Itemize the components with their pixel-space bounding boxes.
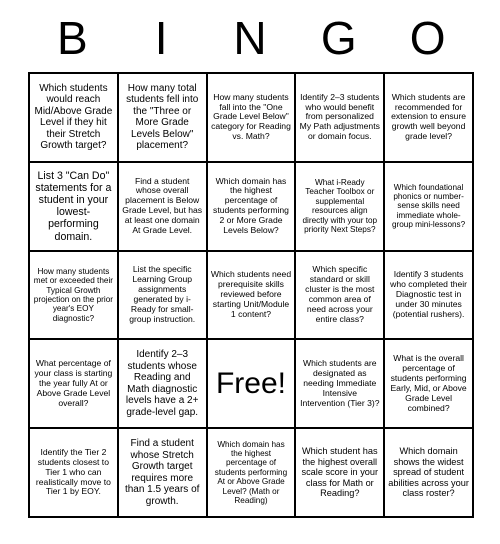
bingo-cell-r4c4: [295, 339, 384, 428]
bingo-cell-r3c1: [29, 251, 118, 340]
bingo-cell-free: [207, 339, 296, 428]
bingo-cell-r5c2: [118, 428, 207, 517]
bingo-cell-r2c5: [384, 162, 473, 251]
cell-text: List the specific Learning Group assignments generated by i-Ready for small-group instruction.: [129, 264, 196, 324]
bingo-cell-r3c4: [295, 251, 384, 340]
bingo-cell-r1c5: [384, 73, 473, 162]
cell-text: Identify 2–3 students whose Reading and Math diagnostic levels have a 2+ grade-level gap.: [125, 349, 199, 418]
cell-text: How many students met or exceeded their Typical Growth projection on the prior year's EOY diagnostic?: [33, 266, 113, 323]
cell-text: List 3 "Can Do" statements for a student in your lowest-performing domain.: [35, 169, 112, 243]
bingo-cell-r3c3: [207, 251, 296, 340]
cell-text: Find a student whose Stretch Growth target requires more than 1.5 years of growth.: [124, 438, 200, 507]
bingo-cell-r1c2: [118, 73, 207, 162]
bingo-cell-r3c5: [384, 251, 473, 340]
cell-text: Which student has the highest overall scale score in your class for Math or Reading?: [301, 446, 379, 499]
bingo-cell-r2c2: [118, 162, 207, 251]
cell-text: How many total students fell into the "Three or More Grade Levels Below" placement?: [126, 82, 199, 152]
bingo-cell-r5c1: [29, 428, 118, 517]
cell-text: Which students are designated as needing Immediate Intensive Intervention (Tier 3)?: [300, 358, 380, 408]
bingo-cell-r3c2: [118, 251, 207, 340]
cell-text: What percentage of your class is starting the year fully At or Above Grade Level overall?: [34, 358, 113, 408]
free-space-text: Free!: [215, 366, 286, 400]
bingo-cell-r4c5: [384, 339, 473, 428]
header-letter-i: I: [154, 12, 168, 64]
header-letter-g: G: [320, 12, 357, 64]
bingo-cell-r1c1: [29, 73, 118, 162]
bingo-cell-r5c3: [207, 428, 296, 517]
bingo-header: [28, 8, 472, 68]
cell-text: Identify 3 students who completed their Diagnostic test in under 30 minutes (potential rushers).: [390, 269, 468, 319]
cell-text: What is the overall percentage of students performing Early, Mid, or Above Grade Level combined?: [390, 353, 467, 413]
bingo-cell-r5c5: [384, 428, 473, 517]
header-letter-n: N: [233, 12, 267, 64]
cell-text: What i-Ready Teacher Toolbox or supplemental resources align directly with your top priority Next Steps?: [302, 177, 378, 235]
cell-text: Which foundational phonics or number-sense skills need immediate whole-group mini-lessons?: [391, 182, 466, 230]
cell-text: Which domain shows the widest spread of student abilities across your class roster?: [388, 446, 469, 499]
cell-text: Which domain has the highest percentage of students performing At or Above Grade Level? (Math or Reading): [214, 439, 288, 506]
bingo-cell-r2c4: [295, 162, 384, 251]
cell-text: Which students would reach Mid/Above Grade Level if they hit their Stretch Growth target?: [34, 82, 113, 152]
cell-text: Which domain has the highest percentage of students performing 2 or More Grade Levels Below?: [213, 175, 289, 235]
header-letter-o: O: [409, 12, 446, 64]
bingo-cell-r1c3: [207, 73, 296, 162]
bingo-cell-r1c4: [295, 73, 384, 162]
bingo-cell-r4c2: [118, 339, 207, 428]
bingo-cell-r4c1: [29, 339, 118, 428]
cell-text: Which students need prerequisite skills reviewed before starting Unit/Module 1 content?: [210, 269, 292, 319]
cell-text: Identify 2–3 students who would benefit from personalized My Path adjustments or domain focus.: [299, 91, 380, 142]
cell-text: Which specific standard or skill cluster is the most common area of need across your entire class?: [305, 264, 375, 324]
cell-text: Find a student whose overall placement is Below Grade Level, but has at least one domain At Grade Level.: [122, 175, 203, 235]
cell-text: Identify the Tier 2 students closest to Tier 1 who can realistically move to Tier 1 by EOY.: [35, 446, 111, 497]
bingo-cell-r2c3: [207, 162, 296, 251]
cell-text: How many students fall into the "One Grade Level Below" category for Reading vs. Math?: [211, 91, 291, 142]
bingo-cell-r2c1: [29, 162, 118, 251]
bingo-cell-r5c4: [295, 428, 384, 517]
header-letter-b: B: [57, 12, 88, 64]
bingo-board: [28, 72, 474, 518]
cell-text: Which students are recommended for extension to ensure growth well beyond grade level?: [391, 91, 467, 142]
